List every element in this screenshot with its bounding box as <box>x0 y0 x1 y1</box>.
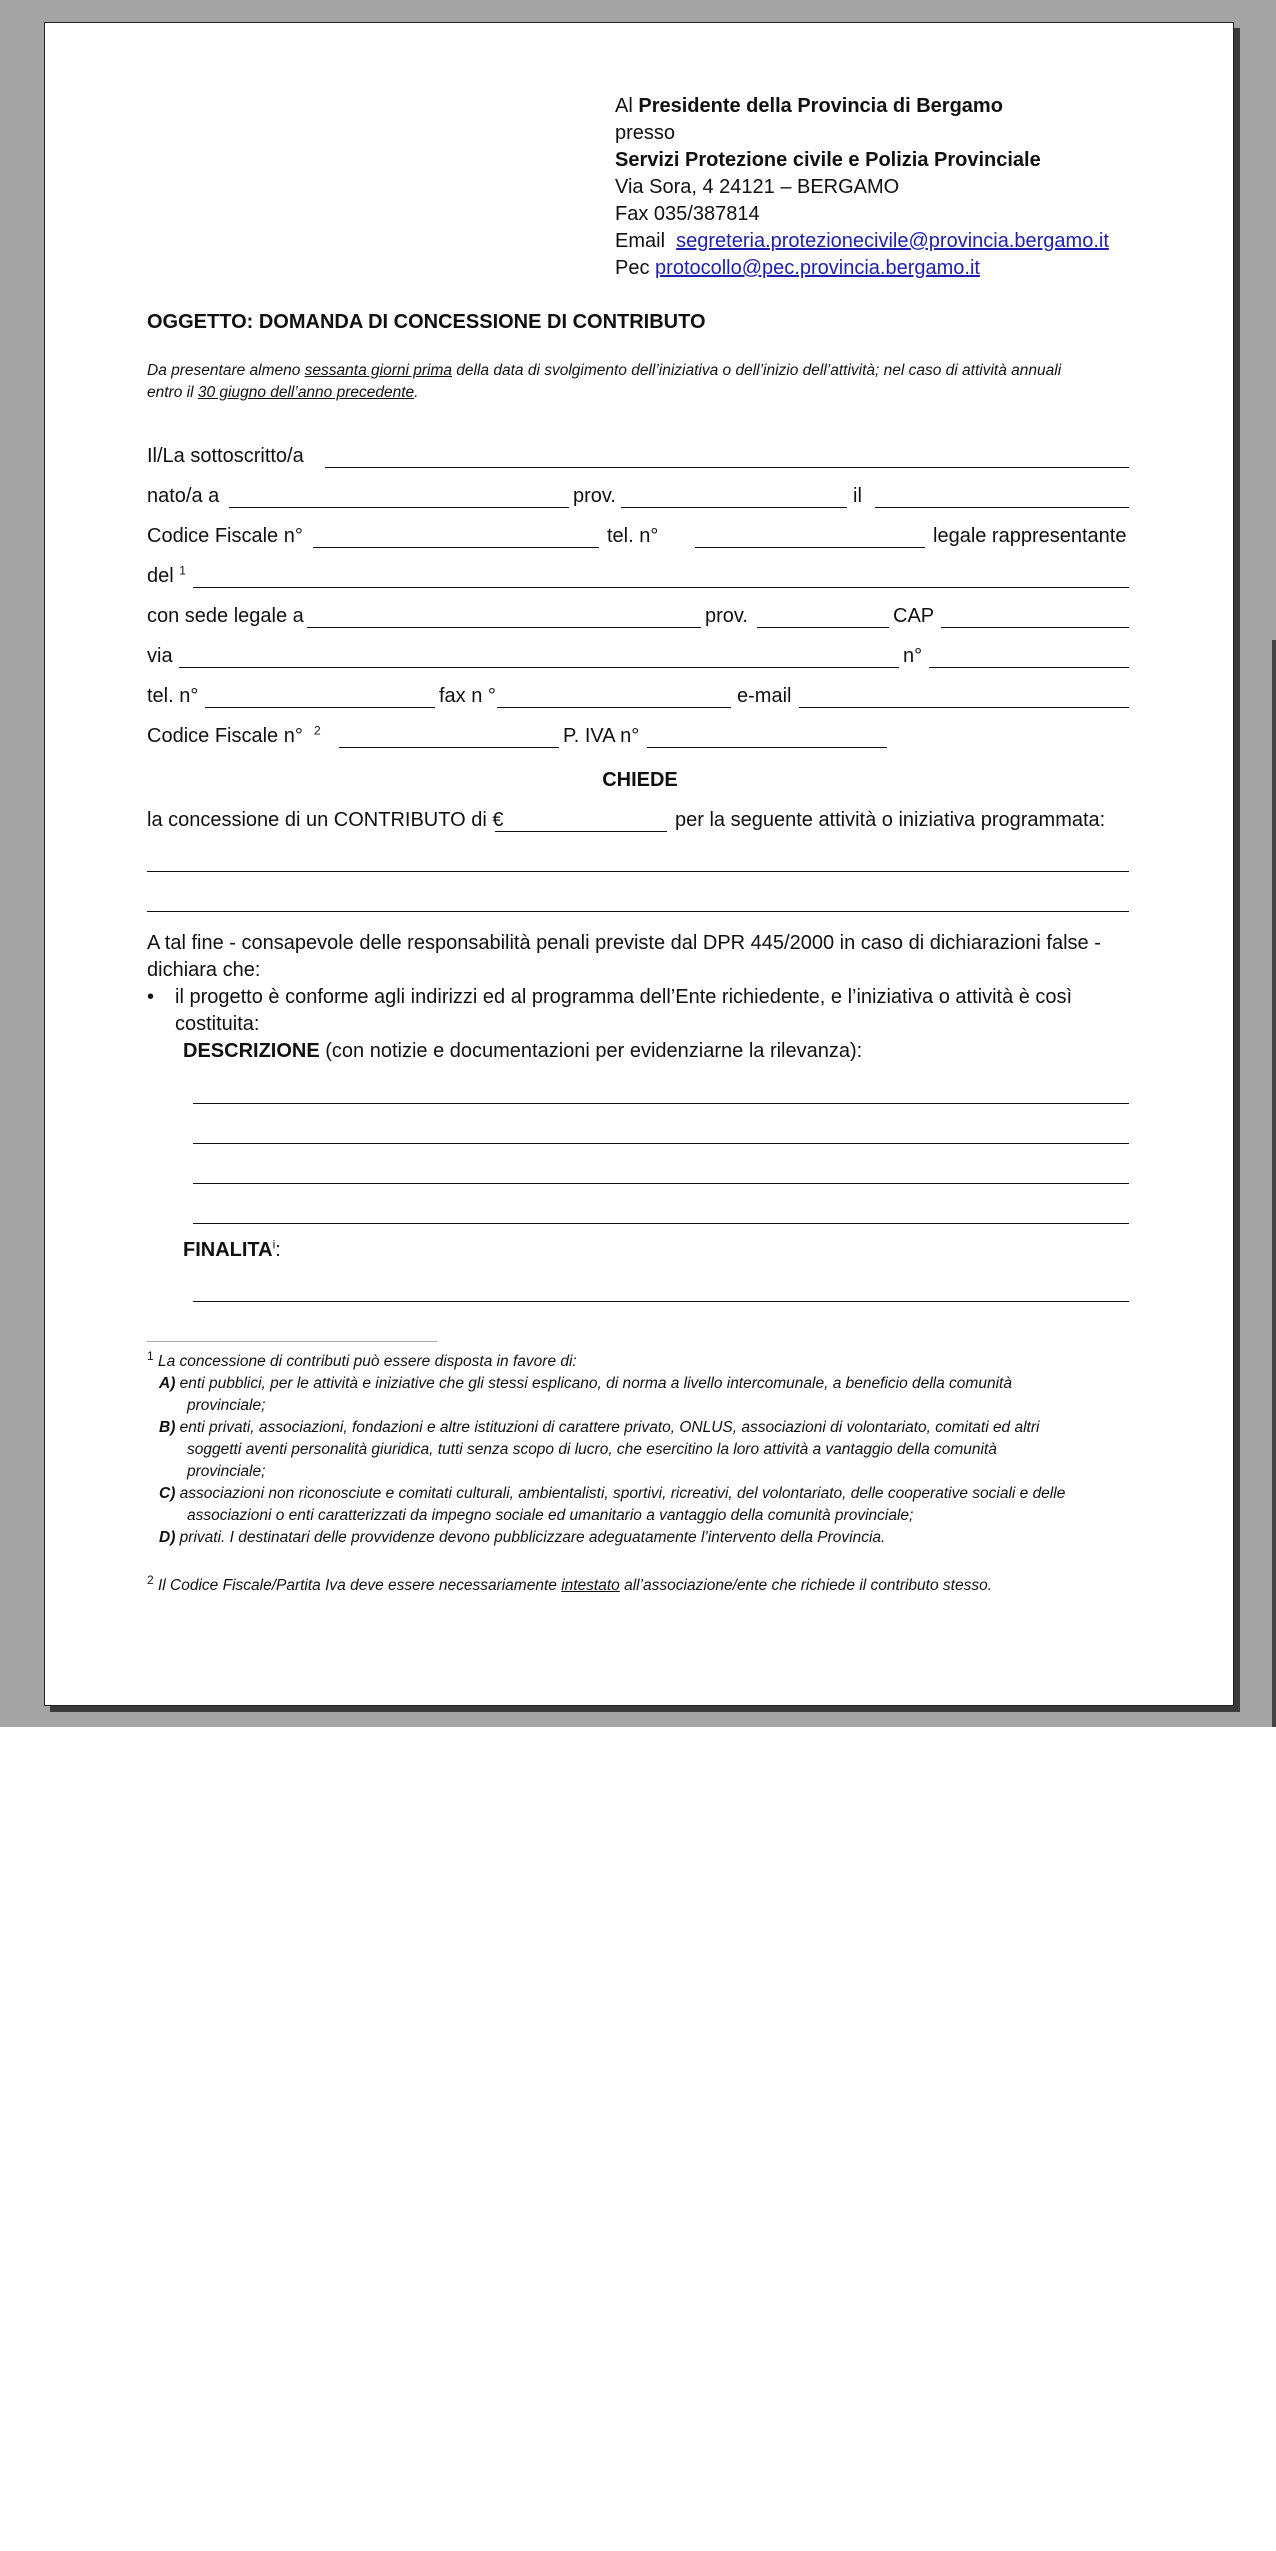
label-tel-ente: tel. n° <box>147 685 199 707</box>
field-tel-ente[interactable] <box>205 707 435 708</box>
footnote-2: $^2$ Il Codice Fiscale/Partita Iva deve essere necessariamente intestato all’associazione/ente che richiede il contributo stesso. <box>147 1572 993 1594</box>
declaration-line-2: dichiara che: <box>147 959 261 981</box>
field-attivita-1[interactable] <box>147 871 1129 872</box>
field-data-nascita[interactable] <box>875 507 1129 508</box>
bullet-text-line-1: il progetto è conforme agli indirizzi ed al programma dell’Ente richiedente, e l’iniziativa o attività è così <box>175 986 1073 1008</box>
label-piva: P. IVA n° <box>563 725 640 747</box>
field-attivita-2[interactable] <box>147 911 1129 912</box>
field-piva[interactable] <box>647 747 887 748</box>
footnote-1-b-line-2: soggetti aventi personalità giuridica, tutti senza scopo di lucro, che esercitino la loro attività a vantaggio della comunità <box>187 1441 997 1458</box>
footnote-1-b-line-1: B) enti privati, associazioni, fondazioni e altre istituzioni di carattere privato, ONLUS, associazioni di volontariato, comitati ed altri <box>159 1419 1040 1436</box>
footnote-1-a-line-1: A) enti pubblici, per le attività e iniziative che gli stessi esplicano, di norma a livello intercomunale, a beneficio della comunità <box>159 1375 1012 1392</box>
field-prov[interactable] <box>621 507 847 508</box>
field-sede-legale[interactable] <box>307 627 701 628</box>
field-codice-fiscale[interactable] <box>313 547 599 548</box>
label-attivita: per la seguente attività o iniziativa programmata: <box>675 809 1106 831</box>
field-sottoscritto[interactable] <box>325 467 1129 468</box>
addressee-pec-line <box>615 255 980 281</box>
addressee-line-5: Fax 035/387814 <box>615 203 760 225</box>
label-codice-fiscale-ente: Codice Fiscale n° $^2$ <box>147 723 321 747</box>
pec-label: Pec <box>615 257 650 279</box>
label-fax: fax n ° <box>439 685 496 707</box>
field-via[interactable] <box>179 667 899 668</box>
label-via: via <box>147 645 173 667</box>
addressee-line-1 <box>615 93 1003 119</box>
label-prov-sede: prov. <box>705 605 748 627</box>
scrollbar-edge[interactable] <box>1272 640 1276 1727</box>
addressee-line-4: Via Sora, 4 24121 – BERGAMO <box>615 176 900 198</box>
email-link[interactable]: segreteria.protezionecivile@provincia.bergamo.it <box>676 230 1109 252</box>
label-tel: tel. n° <box>607 525 659 547</box>
label-numero-civico: n° <box>903 645 923 667</box>
field-codice-fiscale-ente[interactable] <box>339 747 559 748</box>
addressee-president: Presidente della Provincia di Bergamo <box>638 95 1003 117</box>
label-del: del $^1$ <box>147 563 186 587</box>
pec-link[interactable]: protocollo@pec.provincia.bergamo.it <box>655 257 980 279</box>
footnote-separator <box>147 1341 437 1342</box>
addressee-line-3: Servizi Protezione civile e Polizia Provinciale <box>615 149 1041 171</box>
footnote-1-c-line-2: associazioni o enti caratterizzati da impegno sociale ed umanitario a vantaggio della comunità provinciale; <box>187 1507 914 1524</box>
addressee-email-line <box>615 228 1109 254</box>
label-contributo: la concessione di un CONTRIBUTO di € <box>147 809 504 831</box>
bullet-text-line-2: costituita: <box>175 1013 260 1035</box>
field-numero-civico[interactable] <box>929 667 1129 668</box>
field-descrizione-1[interactable] <box>193 1103 1129 1104</box>
document-page <box>44 22 1234 1706</box>
addressee-prefix: Al <box>615 95 633 117</box>
label-sede-legale: con sede legale a <box>147 605 304 627</box>
label-sottoscritto: Il/La sottoscritto/a <box>147 445 304 467</box>
label-legale-rappresentante: legale rappresentante <box>933 525 1127 547</box>
label-prov: prov. <box>573 485 616 507</box>
footnote-1-b-line-3: provinciale; <box>187 1463 266 1480</box>
field-importo-contributo[interactable] <box>495 831 667 832</box>
email-label: Email <box>615 230 666 252</box>
descrizione-label: DESCRIZIONE (con notizie e documentazioni per evidenziarne la rilevanza): <box>183 1040 863 1062</box>
field-finalita[interactable] <box>193 1301 1129 1302</box>
field-tel[interactable] <box>695 547 925 548</box>
footnote-1-d-line-1: D) privati. I destinatari delle provvidenze devono pubblicizzare adeguatamente l’intervento della Provincia. <box>159 1529 886 1546</box>
label-il: il <box>853 485 862 507</box>
bullet-icon: • <box>147 986 155 1008</box>
field-fax[interactable] <box>497 707 731 708</box>
submission-note-line-1: Da presentare almeno sessanta giorni prima della data di svolgimento dell’iniziativa o dell’inizio dell’attività; nel caso di attività annuali <box>147 362 1062 379</box>
field-ente[interactable] <box>193 587 1129 588</box>
field-prov-sede[interactable] <box>757 627 889 628</box>
field-descrizione-2[interactable] <box>193 1143 1129 1144</box>
finalita-label: FINALITA$^i$: <box>183 1237 281 1261</box>
chiede-heading: CHIEDE <box>602 769 678 791</box>
label-cap: CAP <box>893 605 935 627</box>
field-email[interactable] <box>799 707 1129 708</box>
field-cap[interactable] <box>941 627 1129 628</box>
field-descrizione-3[interactable] <box>193 1183 1129 1184</box>
label-email: e-mail <box>737 685 792 707</box>
field-descrizione-4[interactable] <box>193 1223 1129 1224</box>
label-nato: nato/a a <box>147 485 220 507</box>
addressee-line-2: presso <box>615 122 676 144</box>
declaration-line-1: A tal fine - consapevole delle responsabilità penali previste dal DPR 445/2000 in caso di dichiarazioni false - <box>147 932 1101 954</box>
label-codice-fiscale: Codice Fiscale n° <box>147 525 303 547</box>
footnote-1-a-line-2: provinciale; <box>187 1397 266 1414</box>
field-nato[interactable] <box>229 507 569 508</box>
submission-note-line-2: entro il 30 giugno dell’anno precedente. <box>147 384 419 401</box>
subject-title: OGGETTO: DOMANDA DI CONCESSIONE DI CONTRIBUTO <box>147 311 706 333</box>
footnote-1-intro: $^1$ La concessione di contributi può essere disposta in favore di: <box>147 1348 577 1370</box>
footnote-1-c-line-1: C) associazioni non riconosciute e comitati culturali, ambientalisti, sportivi, ricreativi, del volontariato, delle cooperative sociali e delle <box>159 1485 1066 1502</box>
